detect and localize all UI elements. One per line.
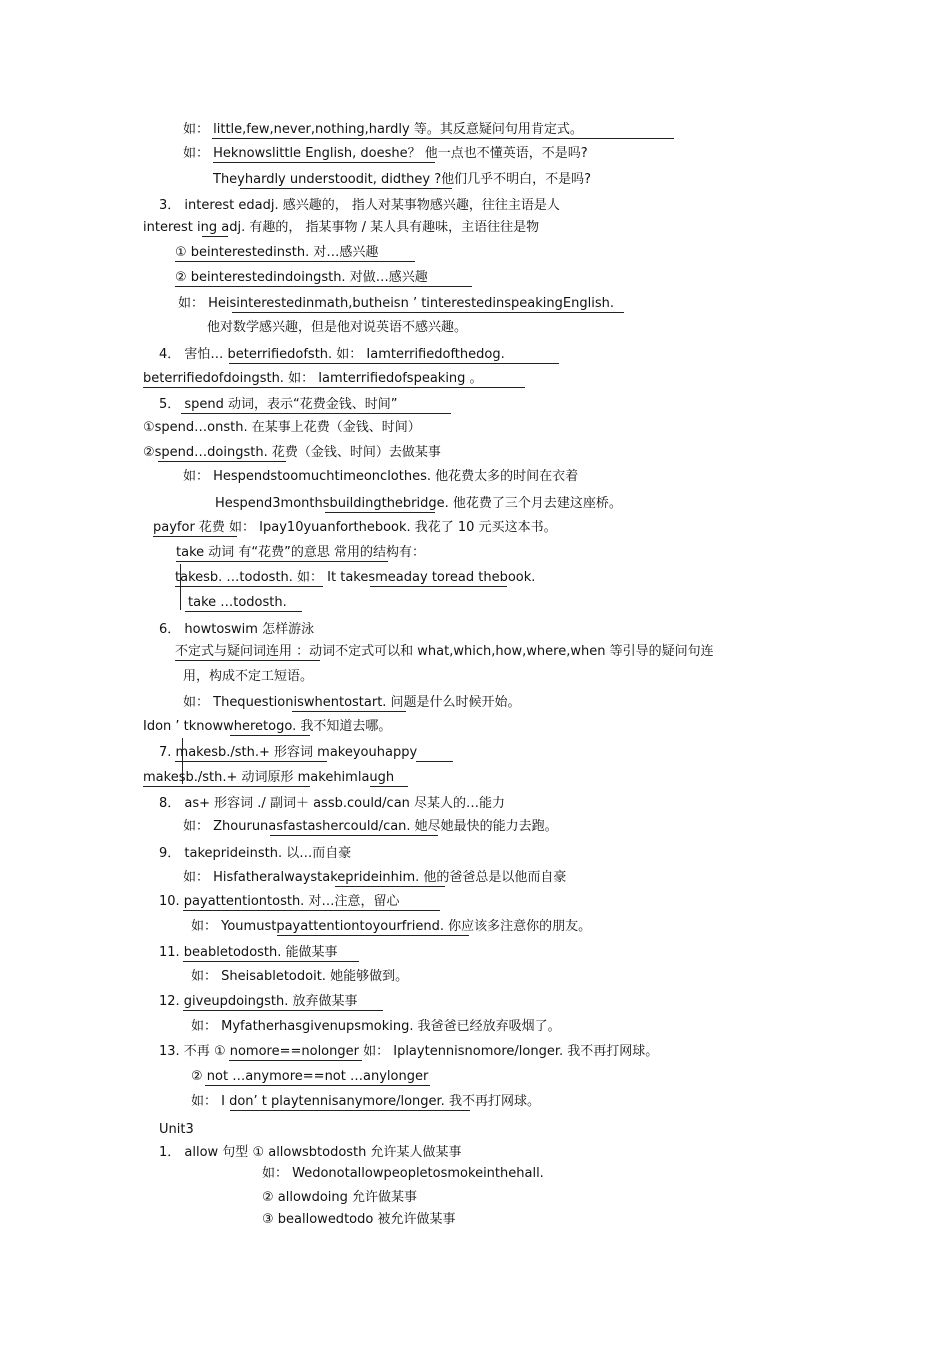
text-line: 如： Hisfatheralwaystakeprideinhim. 他的爸爸总是以他而自豪 xyxy=(183,870,567,885)
underline xyxy=(416,761,453,762)
text-line: 如： Myfatherhasgivenupsmoking. 我爸爸已经放弃吸烟了。 xyxy=(191,1019,561,1034)
text-line: take 动词 有“花费”的意思 常用的结构有： xyxy=(176,545,425,560)
underline xyxy=(175,261,415,262)
underline xyxy=(143,387,525,388)
underline xyxy=(175,660,320,661)
underline xyxy=(181,413,451,414)
text-line: 如： Sheisabletodoit. 她能够做到。 xyxy=(191,969,409,984)
text-line: 如： Thequestioniswhentostart. 问题是什么时候开始。 xyxy=(183,695,521,710)
underline xyxy=(175,586,323,587)
underline xyxy=(143,786,310,787)
text-line: 13. 不再 ① nomore==nolonger 如： Iplaytennisnomore/longer. 我不再打网球。 xyxy=(159,1044,659,1059)
underline xyxy=(175,761,327,762)
text-line: ②spend…doingsth. 花费（金钱、时间）去做某事 xyxy=(143,445,441,460)
text-line: 如： Wedonotallowpeopletosmokeinthehall. xyxy=(262,1166,544,1181)
text-line: ①spend…onsth. 在某事上花费（金钱、时间） xyxy=(143,420,421,435)
text-line: 如： Heknowslittle English, doeshe？ 他一点也不懂英语，不是吗? xyxy=(183,146,588,161)
underline xyxy=(292,711,406,712)
text-line: 4． 害怕… beterrifiedofsth. 如： Iamterrifiedofthedog. xyxy=(159,347,505,362)
underline xyxy=(202,236,228,237)
text-line: ② beinterestedindoingsth. 对做…感兴趣 xyxy=(175,270,428,285)
underline xyxy=(370,786,408,787)
underline xyxy=(176,561,388,562)
underline xyxy=(270,835,438,836)
underline xyxy=(158,461,286,462)
text-line: payfor 花费 如： Ipay10yuanforthebook. 我花了 10 元买这本书。 xyxy=(153,520,557,535)
text-line: 不定式与疑问词连用 ：动词不定式可以和 what,which,how,where,when 等引导的疑问句连 xyxy=(175,644,714,659)
text-line: 9． takeprideinsth. 以…而自豪 xyxy=(159,846,352,861)
text-line: 8． as+ 形容词 ./ 副词＋ assb.could/can 尽某人的…能力 xyxy=(159,796,506,811)
underline xyxy=(370,586,507,587)
underline xyxy=(183,1010,383,1011)
text-line: makesb./sth.+ 动词原形 makehimlaugh xyxy=(143,770,395,785)
text-line: 如： Heisinterestedinmath,butheisn ’ tinterestedinspeakingEnglish. xyxy=(178,296,614,311)
text-line: 3． interest edadj. 感兴趣的， 指人对某事物感兴趣，往往主语是人 xyxy=(159,198,560,213)
text-line: Unit3 xyxy=(159,1122,194,1137)
underline xyxy=(183,910,440,911)
underline xyxy=(229,1060,362,1061)
underline xyxy=(185,611,302,612)
underline xyxy=(213,162,435,163)
underline xyxy=(325,512,435,513)
underline xyxy=(230,1110,470,1111)
text-line: 如： little,few,never,nothing,hardly 等。其反意疑问句用肯定式。 xyxy=(183,122,583,137)
underline xyxy=(232,312,624,313)
text-line: take …todosth. xyxy=(188,595,287,610)
underline xyxy=(183,961,359,962)
text-line: interest ing adj. 有趣的， 指某事物 / 某人具有趣味，主语往往是物 xyxy=(143,220,540,235)
text-line: 如： Zhourunasfastashercould/can. 她尽她最快的能力去跑。 xyxy=(183,819,558,834)
underline xyxy=(153,536,237,537)
text-line: takesb. …todosth. 如： It takesmeaday toread thebook. xyxy=(175,570,536,585)
text-line: Theyhardly understoodit, didthey ?他们几乎不明白，不是吗? xyxy=(213,172,592,187)
underline xyxy=(212,138,674,139)
text-line: 10. payattentiontosth. 对…注意，留心 xyxy=(159,894,400,909)
text-line: 7. makesb./sth.+ 形容词 makeyouhappy xyxy=(159,745,418,760)
underline xyxy=(205,1085,430,1086)
text-line: ① beinterestedinsth. 对…感兴趣 xyxy=(175,245,379,260)
text-line: ② not …anymore==not …anylonger xyxy=(191,1069,429,1084)
underline xyxy=(335,886,445,887)
text-line: beterrifiedofdoingsth. 如： Iamterrifiedofspeaking 。 xyxy=(143,371,483,386)
text-line: Hespend3monthsbuildingthebridge. 他花费了三个月去建这座桥。 xyxy=(215,496,622,511)
text-line: 1． allow 句型 ① allowsbtodosth 允许某人做某事 xyxy=(159,1145,462,1160)
text-line: 5． spend 动词，表示“花费金钱、时间” xyxy=(159,397,398,412)
text-line: 他对数学感兴趣，但是他对说英语不感兴趣。 xyxy=(207,320,468,335)
text-line: 11. beabletodosth. 能做某事 xyxy=(159,945,338,960)
text-line: ③ beallowedtodo 被允许做某事 xyxy=(262,1212,456,1227)
underline xyxy=(240,188,452,189)
text-line: 6． howtoswim 怎样游泳 xyxy=(159,622,315,637)
underline xyxy=(230,735,310,736)
text-line: ② allowdoing 允许做某事 xyxy=(262,1190,418,1205)
text-line: 12. giveupdoingsth. 放弃做某事 xyxy=(159,994,358,1009)
text-line: 如： Hespendstoomuchtimeonclothes. 他花费太多的时间在衣着 xyxy=(183,469,579,484)
text-line: 如： Youmustpayattentiontoyourfriend. 你应该多注意你的朋友。 xyxy=(191,919,592,934)
underline xyxy=(277,935,469,936)
underline xyxy=(229,363,559,364)
text-line: 如： I don’ t playtennisanymore/longer. 我不再打网球。 xyxy=(191,1094,540,1109)
text-line: Idon ’ tknowwheretogo. 我不知道去哪。 xyxy=(143,719,392,734)
text-line: 用，构成不定工短语。 xyxy=(183,669,314,684)
underline xyxy=(175,286,472,287)
